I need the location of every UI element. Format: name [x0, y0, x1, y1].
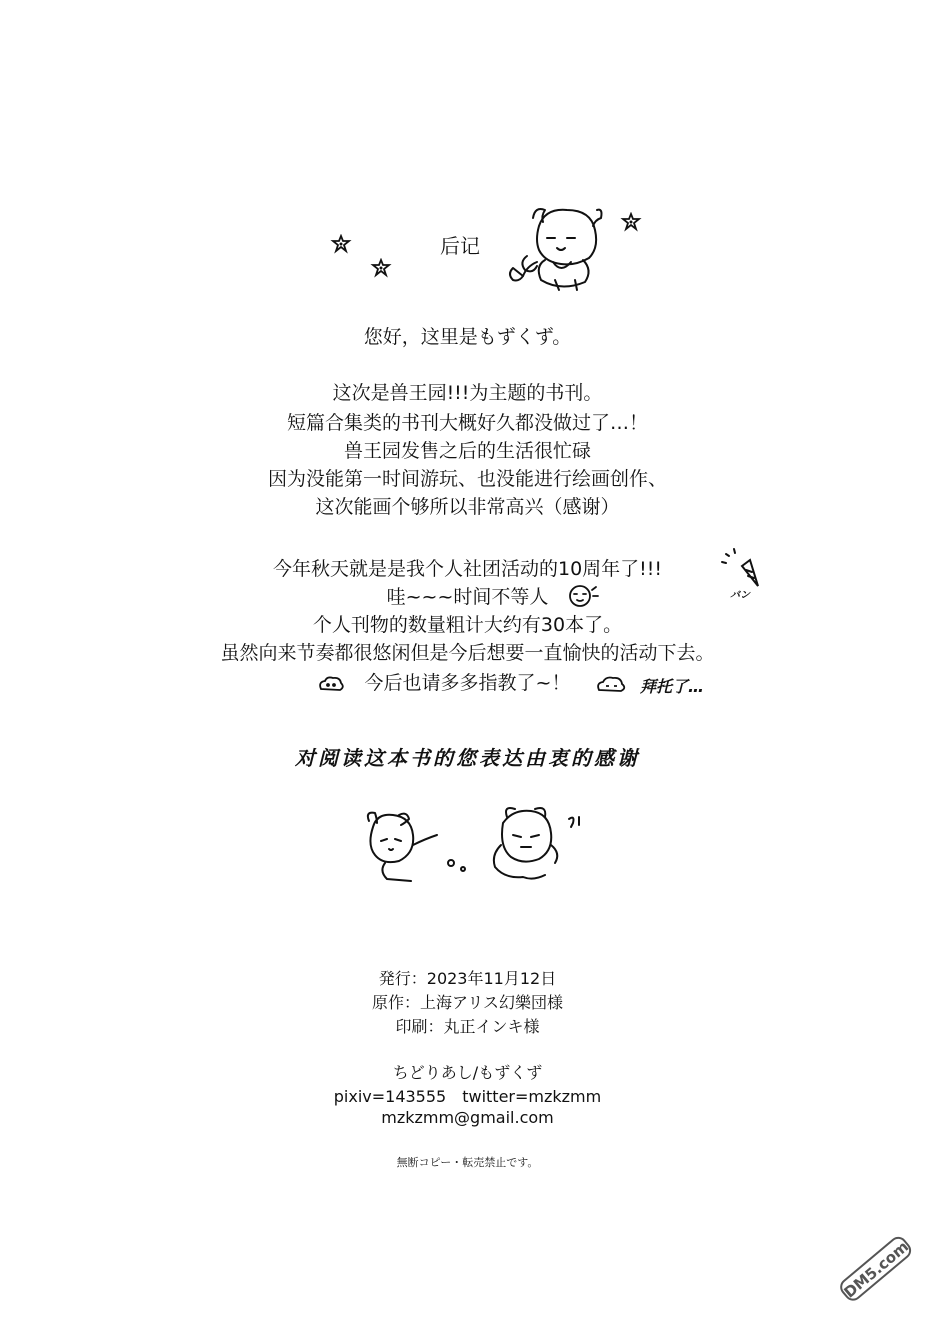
paragraph1-line: 这次是兽王园!!!为主题的书刊。: [332, 382, 603, 404]
paragraph2-line: 今年秋天就是是我个人社团活动的10周年了!!!: [272, 558, 663, 580]
greeting-text: 您好，这里是もずくず。: [363, 326, 572, 348]
paragraph2-line: 哇~~~时间不等人: [386, 586, 549, 608]
flower-doodle-icon: [370, 258, 392, 278]
please-handwritten-note: 拜托了…: [640, 677, 705, 696]
issue-date: 発行：2023年11月12日: [378, 969, 557, 988]
paragraph1-line: 因为没能第一时间游玩、也没能进行绘画创作、: [267, 468, 667, 490]
paragraph1-line: 这次能画个够所以非常高兴（感谢）: [315, 496, 620, 518]
cloud-doodle-icon: [316, 674, 346, 694]
dm5-watermark-logo: [829, 1224, 921, 1312]
circle-name: ちどりあし/もずくず: [392, 1063, 543, 1082]
copy-prohibited-notice: 無断コピー・転売禁止です。: [396, 1156, 539, 1169]
original-work-credit: 原作：上海アリス幻樂団様: [371, 993, 564, 1012]
chibi-character-illustration: [505, 200, 615, 295]
paragraph1-line: 兽王园发售之后的生活很忙碌: [343, 440, 591, 462]
svg-text:DM5.com: DM5.com: [840, 1237, 913, 1302]
paragraph2-line: 今后也请多多指教了~！: [364, 672, 571, 694]
social-handles: pixiv=143555 twitter=mzkzmm: [333, 1087, 602, 1106]
paragraph2-line: 个人刊物的数量粗计大约有30本了。: [312, 614, 623, 636]
flower-doodle-icon: [330, 234, 352, 254]
thanks-heading: 对阅读这本书的您表达由衷的感谢: [295, 746, 640, 770]
face-doodle-icon: [562, 582, 602, 610]
cloud-doodle-icon: [594, 674, 630, 696]
flower-doodle-icon: [620, 212, 642, 232]
printer-credit: 印刷：丸正インキ様: [395, 1017, 540, 1036]
paragraph2-line: 虽然向来节奏都很悠闲但是今后想要一直愉快的活动下去。: [220, 642, 715, 664]
paragraph1-line: 短篇合集类的书刊大概好久都没做过了…！: [286, 412, 648, 434]
page-title: 后记: [440, 234, 480, 258]
contact-email: mzkzmm@gmail.com: [381, 1108, 554, 1127]
bang-note: バン: [730, 590, 750, 601]
two-characters-illustration: [355, 805, 595, 890]
